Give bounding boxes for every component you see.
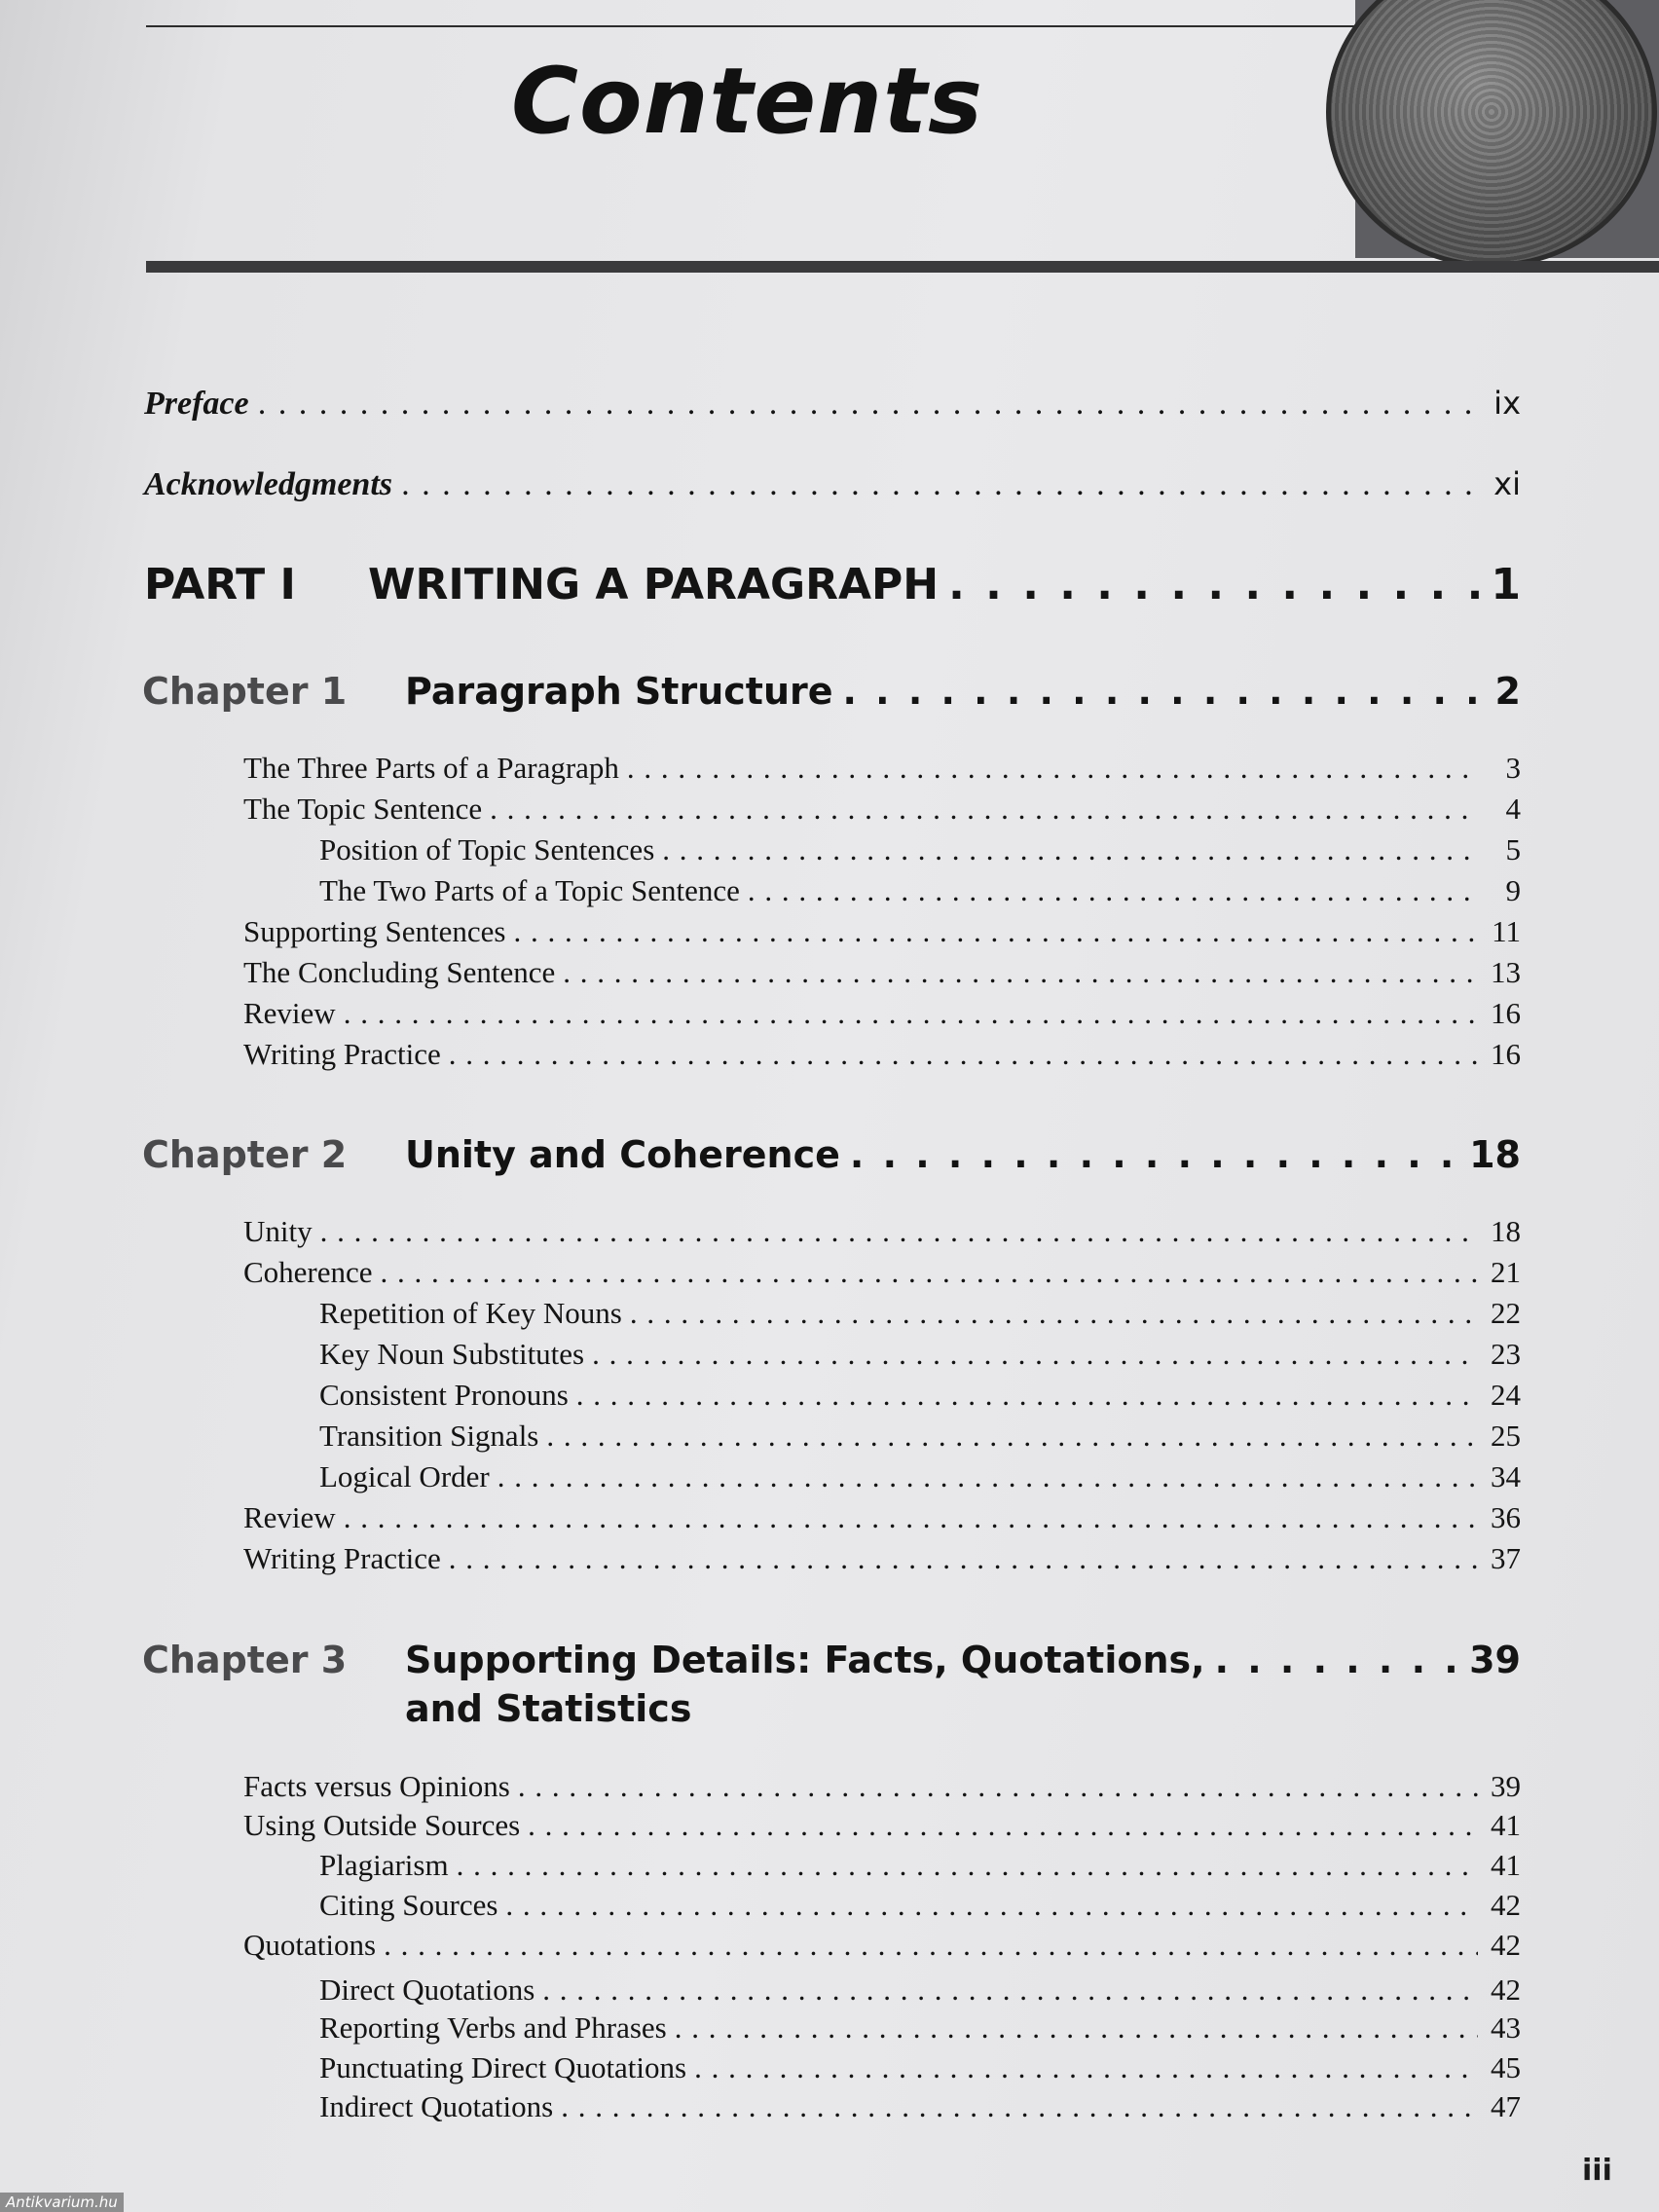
toc-entry[interactable] <box>243 751 1521 786</box>
leader-dots <box>320 1214 1478 1249</box>
toc-entry[interactable] <box>243 1541 1521 1576</box>
page-number: iii <box>1582 2154 1612 2188</box>
leader-dots <box>630 1296 1478 1331</box>
entry-text: Direct Quotations <box>319 1972 535 2007</box>
entry-text: Using Outside Sources <box>243 1808 521 1842</box>
toc-entry[interactable] <box>243 1769 1521 1804</box>
entry-text: Indirect Quotations <box>319 2089 554 2123</box>
toc-subentry[interactable] <box>319 2010 1521 2046</box>
entry-text: Writing Practice <box>243 1541 441 1575</box>
entry-page: 22 <box>1491 1296 1521 1330</box>
leader-dots <box>1215 1639 1460 1681</box>
leader-dots <box>457 1848 1478 1883</box>
toc-entry[interactable] <box>243 996 1521 1031</box>
toc-subentry[interactable] <box>319 1459 1521 1494</box>
toc-part-1[interactable] <box>144 560 1521 609</box>
chapter-label: Chapter 1 <box>142 670 348 713</box>
chapter-page: 39 <box>1469 1639 1521 1681</box>
toc-subentry[interactable] <box>319 1337 1521 1372</box>
toc-subentry[interactable] <box>319 1972 1521 2008</box>
entry-text: Citing Sources <box>319 1888 498 1922</box>
chapter-title: Supporting Details: Facts, Quotations, <box>405 1639 1205 1681</box>
page-title: Contents <box>511 49 983 155</box>
leader-dots <box>576 1378 1478 1413</box>
entry-text: Logical Order <box>319 1459 490 1493</box>
entry-text: Transition Signals <box>319 1419 539 1453</box>
toc-entry[interactable] <box>243 1808 1521 1843</box>
chapter-label: Chapter 2 <box>142 1133 348 1176</box>
entry-page: 24 <box>1491 1378 1521 1412</box>
entry-text: Facts versus Opinions <box>243 1769 510 1803</box>
entry-text: The Concluding Sentence <box>243 955 556 989</box>
entry-page: 42 <box>1491 1888 1521 1922</box>
leader-dots <box>514 914 1479 949</box>
toc-chapter-3[interactable] <box>142 1639 1521 1730</box>
leader-dots <box>402 466 1484 503</box>
leader-dots <box>843 670 1486 713</box>
preface-page: ix <box>1493 385 1521 422</box>
toc-entry[interactable] <box>243 1500 1521 1535</box>
toc-entry[interactable] <box>243 1037 1521 1072</box>
leader-dots <box>384 1928 1478 1963</box>
toc-subentry[interactable] <box>319 873 1521 908</box>
entry-text: The Topic Sentence <box>243 792 483 826</box>
entry-page: 11 <box>1492 914 1521 948</box>
entry-text: Coherence <box>243 1255 373 1289</box>
part-label: PART I <box>144 560 296 609</box>
entry-text: Plagiarism <box>319 1848 449 1882</box>
entry-page: 42 <box>1491 1928 1521 1962</box>
part-page: 1 <box>1491 560 1521 609</box>
leader-dots <box>627 751 1478 786</box>
leader-dots <box>498 1459 1478 1494</box>
acknowledgments-label: Acknowledgments <box>144 466 393 502</box>
leader-dots <box>675 2010 1478 2046</box>
entry-page: 25 <box>1491 1419 1521 1453</box>
chapter-page: 2 <box>1494 670 1521 713</box>
entry-page: 36 <box>1491 1500 1521 1534</box>
toc-subentry[interactable] <box>319 832 1521 867</box>
entry-text: Position of Topic Sentences <box>319 832 655 866</box>
leader-dots <box>542 1972 1478 2008</box>
leader-dots <box>449 1037 1478 1072</box>
title-rule <box>146 261 1659 273</box>
entry-page: 34 <box>1491 1459 1521 1493</box>
leader-dots <box>748 873 1478 908</box>
toc-entry[interactable] <box>243 955 1521 990</box>
toc-chapter-2[interactable] <box>142 1133 1521 1176</box>
entry-page: 16 <box>1491 996 1521 1030</box>
leader-dots <box>490 792 1478 827</box>
toc-entry[interactable] <box>243 914 1521 949</box>
chapter-title: Unity and Coherence <box>405 1133 840 1176</box>
toc-entry[interactable] <box>243 792 1521 827</box>
entry-page: 42 <box>1491 1972 1521 2007</box>
leader-dots <box>563 955 1478 990</box>
entry-text: Consistent Pronouns <box>319 1378 569 1412</box>
leader-dots <box>505 1888 1478 1923</box>
entry-page: 13 <box>1491 955 1521 989</box>
leader-dots <box>449 1541 1478 1576</box>
top-rule <box>146 25 1363 27</box>
leader-dots <box>344 1500 1478 1535</box>
toc-subentry[interactable] <box>319 1848 1521 1883</box>
entry-page: 37 <box>1491 1541 1521 1575</box>
entry-text: Supporting Sentences <box>243 914 506 948</box>
leader-dots <box>518 1769 1478 1804</box>
toc-entry[interactable] <box>243 1928 1521 1963</box>
leader-dots <box>850 1133 1459 1176</box>
leader-dots <box>259 386 1485 423</box>
chapter-label: Chapter 3 <box>142 1639 348 1681</box>
part-title: WRITING A PARAGRAPH <box>368 560 940 609</box>
toc-entry[interactable] <box>243 1255 1521 1290</box>
entry-page: 4 <box>1505 792 1521 826</box>
entry-page: 39 <box>1491 1769 1521 1803</box>
entry-text: Review <box>243 996 336 1030</box>
toc-chapter-1[interactable] <box>142 670 1521 713</box>
entry-text: Punctuating Direct Quotations <box>319 2050 687 2084</box>
toc-entry[interactable] <box>243 1214 1521 1249</box>
toc-subentry[interactable] <box>319 2089 1521 2124</box>
leader-dots <box>381 1255 1478 1290</box>
entry-text: The Three Parts of a Paragraph <box>243 751 619 785</box>
entry-page: 23 <box>1491 1337 1521 1371</box>
leader-dots <box>344 996 1478 1031</box>
leader-dots <box>948 560 1481 609</box>
entry-page: 9 <box>1505 873 1521 907</box>
preface-label: Preface <box>144 386 249 422</box>
watermark: Antikvarium.hu <box>0 2193 124 2212</box>
toc-subentry[interactable] <box>319 1888 1521 1923</box>
entry-text: Review <box>243 1500 336 1534</box>
entry-page: 45 <box>1491 2050 1521 2084</box>
entry-text: Repetition of Key Nouns <box>319 1296 622 1330</box>
entry-page: 41 <box>1491 1808 1521 1842</box>
toc-preface[interactable] <box>144 385 1521 423</box>
entry-text: Unity <box>243 1214 313 1248</box>
leader-dots <box>694 2050 1478 2085</box>
leader-dots <box>592 1337 1478 1372</box>
entry-text: Quotations <box>243 1928 377 1962</box>
entry-page: 21 <box>1491 1255 1521 1289</box>
leader-dots <box>528 1808 1478 1843</box>
leader-dots <box>546 1419 1478 1454</box>
entry-page: 5 <box>1505 832 1521 866</box>
entry-text: Writing Practice <box>243 1037 441 1071</box>
toc-subentry[interactable] <box>319 1419 1521 1454</box>
entry-text: The Two Parts of a Topic Sentence <box>319 873 740 907</box>
entry-page: 3 <box>1505 751 1521 785</box>
leader-dots <box>561 2089 1478 2124</box>
entry-page: 47 <box>1491 2089 1521 2123</box>
toc-subentry[interactable] <box>319 1378 1521 1413</box>
entry-text: Reporting Verbs and Phrases <box>319 2010 667 2045</box>
leader-dots <box>662 832 1478 867</box>
acknowledgments-page: xi <box>1493 465 1521 502</box>
chapter-page: 18 <box>1469 1133 1521 1176</box>
chapter-title: Paragraph Structure <box>405 670 833 713</box>
toc-subentry[interactable] <box>319 1296 1521 1331</box>
toc-acknowledgments[interactable] <box>144 465 1521 503</box>
toc-subentry[interactable] <box>319 2050 1521 2085</box>
entry-page: 43 <box>1491 2010 1521 2045</box>
chapter-title-continued: and Statistics <box>405 1687 692 1730</box>
entry-page: 16 <box>1491 1037 1521 1071</box>
entry-page: 18 <box>1491 1214 1521 1248</box>
entry-text: Key Noun Substitutes <box>319 1337 585 1371</box>
entry-page: 41 <box>1491 1848 1521 1882</box>
